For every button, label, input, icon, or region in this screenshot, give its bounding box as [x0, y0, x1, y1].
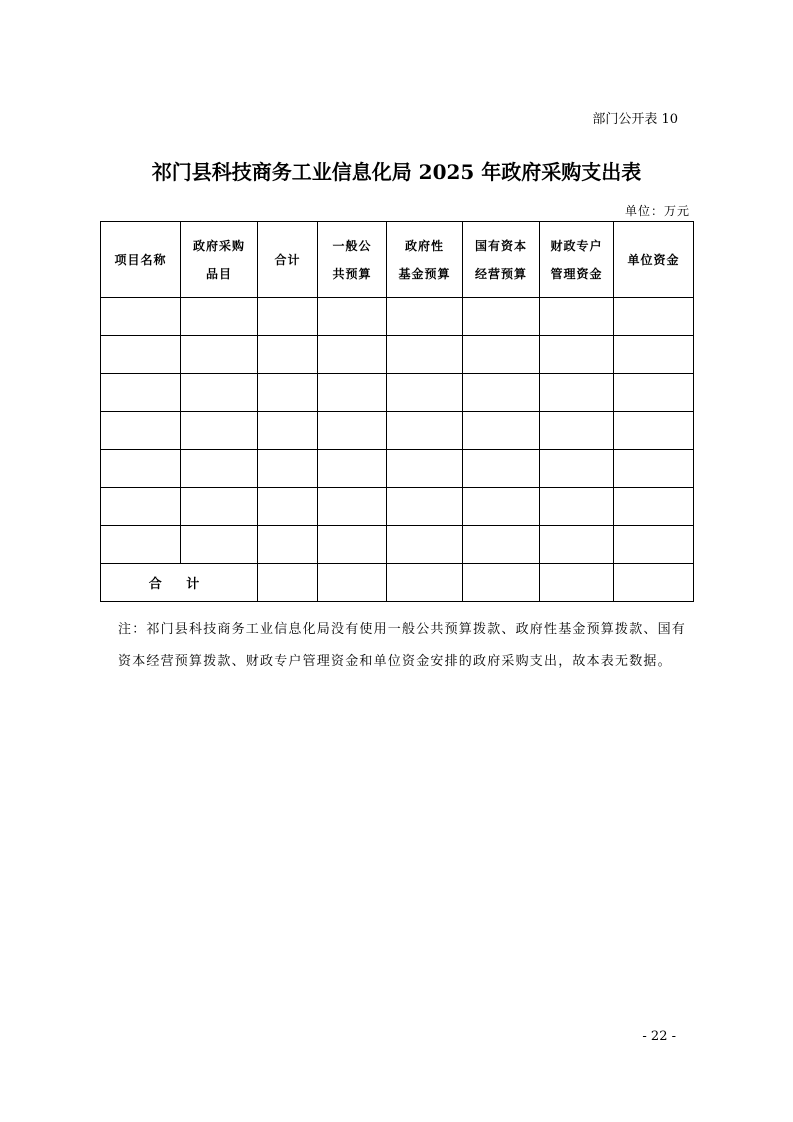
table-cell — [540, 526, 614, 564]
total-row-label: 合 计 — [101, 564, 258, 602]
table-cell — [614, 374, 694, 412]
table-cell — [181, 450, 258, 488]
table-cell — [614, 412, 694, 450]
table-body — [101, 298, 694, 602]
total-cell — [387, 564, 463, 602]
table-cell — [318, 450, 387, 488]
table-cell — [101, 298, 181, 336]
total-row — [101, 564, 694, 602]
table-header-row — [101, 222, 694, 298]
table-cell — [463, 298, 540, 336]
table-cell — [318, 526, 387, 564]
total-cell — [318, 564, 387, 602]
table-cell — [318, 374, 387, 412]
table-cell — [258, 336, 318, 374]
table-cell — [614, 526, 694, 564]
column-header-total: 合计 — [258, 222, 318, 298]
table-row — [101, 298, 694, 336]
total-cell — [540, 564, 614, 602]
table-cell — [181, 374, 258, 412]
table-cell — [181, 412, 258, 450]
table-cell — [101, 412, 181, 450]
total-cell — [614, 564, 694, 602]
page-label: 部门公开表 10 — [592, 112, 678, 127]
table-cell — [318, 336, 387, 374]
table-cell — [318, 412, 387, 450]
table-cell — [181, 526, 258, 564]
table-row — [101, 450, 694, 488]
table-cell — [101, 374, 181, 412]
table-cell — [101, 450, 181, 488]
table-cell — [540, 412, 614, 450]
table-cell — [463, 412, 540, 450]
unit-label: 单位：万元 — [624, 204, 690, 218]
table-cell — [540, 298, 614, 336]
column-header-project-name: 项目名称 — [101, 222, 181, 298]
table-cell — [101, 336, 181, 374]
table-row — [101, 336, 694, 374]
table-cell — [614, 450, 694, 488]
table-cell — [258, 526, 318, 564]
table-cell — [463, 336, 540, 374]
table-cell — [258, 488, 318, 526]
table-cell — [181, 298, 258, 336]
table-cell — [540, 450, 614, 488]
table-row — [101, 526, 694, 564]
column-header-government-fund-budget: 政府性 基金预算 — [387, 222, 463, 298]
column-header-state-capital-budget: 国有资本 经营预算 — [463, 222, 540, 298]
table-cell — [387, 488, 463, 526]
table-row — [101, 374, 694, 412]
table-cell — [614, 336, 694, 374]
table-cell — [463, 526, 540, 564]
table-cell — [387, 526, 463, 564]
table-row — [101, 412, 694, 450]
table-cell — [387, 412, 463, 450]
page-number: - 22 - — [642, 1029, 676, 1044]
total-cell — [463, 564, 540, 602]
table-cell — [387, 450, 463, 488]
table-cell — [463, 374, 540, 412]
table-cell — [258, 374, 318, 412]
procurement-expenditure-table — [100, 221, 694, 602]
table-cell — [101, 526, 181, 564]
table-cell — [318, 298, 387, 336]
table-cell — [101, 488, 181, 526]
column-header-general-public-budget: 一般公 共预算 — [318, 222, 387, 298]
table-cell — [614, 298, 694, 336]
table-cell — [258, 298, 318, 336]
column-header-fiscal-special-account: 财政专户 管理资金 — [540, 222, 614, 298]
total-cell — [258, 564, 318, 602]
table-cell — [258, 450, 318, 488]
table-cell — [614, 488, 694, 526]
column-header-unit-funds: 单位资金 — [614, 222, 694, 298]
page-title: 祁门县科技商务工业信息化局 2025 年政府采购支出表 — [151, 160, 642, 184]
table-cell — [540, 336, 614, 374]
table-cell — [318, 488, 387, 526]
table-cell — [181, 336, 258, 374]
column-header-procurement-category: 政府采购 品目 — [181, 222, 258, 298]
table-cell — [387, 374, 463, 412]
table-row — [101, 488, 694, 526]
table-cell — [540, 374, 614, 412]
table-note: 注：祁门县科技商务工业信息化局没有使用一般公共预算拨款、政府性基金预算拨款、国有资本经营预算拨款、财政专户管理资金和单位资金安排的政府采购支出，故本表无数据。 — [118, 622, 687, 669]
table-cell — [387, 298, 463, 336]
table-cell — [463, 450, 540, 488]
table-cell — [387, 336, 463, 374]
table-cell — [258, 412, 318, 450]
table-cell — [540, 488, 614, 526]
table-cell — [463, 488, 540, 526]
table-cell — [181, 488, 258, 526]
